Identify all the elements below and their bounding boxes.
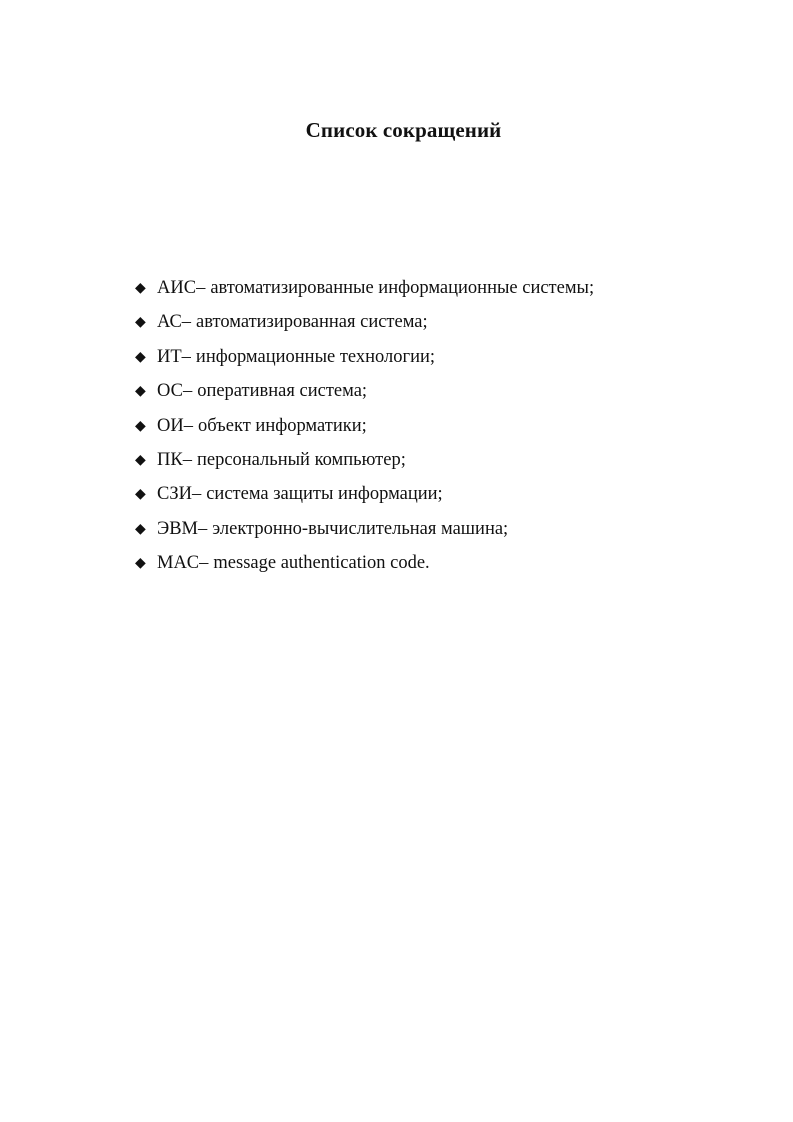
page-title: Список сокращений [305, 118, 502, 142]
list-item [135, 344, 594, 378]
diamond-bullet-icon: ◆ [135, 556, 146, 572]
diamond-bullet-icon: ◆ [135, 349, 146, 365]
abbreviation-definition: оперативная система; [197, 381, 368, 402]
abbreviation-code: ЭВМ [157, 518, 199, 539]
dash-separator: – [182, 381, 193, 402]
abbreviation-code: ПК [157, 449, 183, 470]
list-item [135, 447, 594, 481]
abbreviation-definition: информационные технологии; [195, 346, 436, 367]
list-item [135, 550, 594, 584]
diamond-bullet-icon: ◆ [135, 521, 146, 537]
abbreviation-definition: персональный компьютер; [196, 449, 406, 470]
dash-separator: – [199, 553, 209, 574]
abbreviation-code: ОИ [157, 415, 184, 436]
diamond-bullet-icon: ◆ [135, 384, 146, 400]
dash-separator: – [196, 278, 206, 298]
abbreviation-definition: объект информатики; [197, 415, 367, 436]
diamond-bullet-icon: ◆ [135, 281, 146, 296]
abbreviation-list [135, 275, 594, 585]
abbreviation-definition: электронно-вычислительная машина; [212, 518, 509, 539]
list-item [135, 481, 594, 515]
abbreviation-definition: автоматизированные информационные системы; [210, 278, 595, 298]
dash-separator: – [183, 415, 193, 436]
abbreviation-definition: message authentication code. [213, 553, 430, 574]
abbreviation-code: АС [157, 312, 182, 333]
dash-separator: – [182, 449, 192, 470]
diamond-bullet-icon: ◆ [135, 452, 146, 468]
abbreviation-definition: автоматизированная система; [196, 312, 428, 333]
list-item [135, 413, 594, 447]
list-item [135, 516, 594, 550]
abbreviation-code: ОС [157, 381, 183, 402]
dash-separator: – [191, 484, 202, 505]
dash-separator: – [181, 312, 192, 333]
dash-separator: – [181, 346, 191, 367]
list-item [135, 378, 594, 412]
diamond-bullet-icon: ◆ [135, 315, 146, 331]
abbreviation-code: СЗИ [157, 484, 192, 505]
list-item [135, 275, 594, 309]
list-item [135, 309, 594, 343]
diamond-bullet-icon: ◆ [135, 487, 146, 503]
dash-separator: – [198, 518, 208, 539]
abbreviation-code: АИС [157, 278, 197, 298]
diamond-bullet-icon: ◆ [135, 418, 146, 434]
abbreviation-code: MAC [157, 553, 200, 574]
abbreviation-definition: система защиты информации; [206, 484, 443, 505]
abbreviation-code: ИТ [157, 346, 182, 367]
